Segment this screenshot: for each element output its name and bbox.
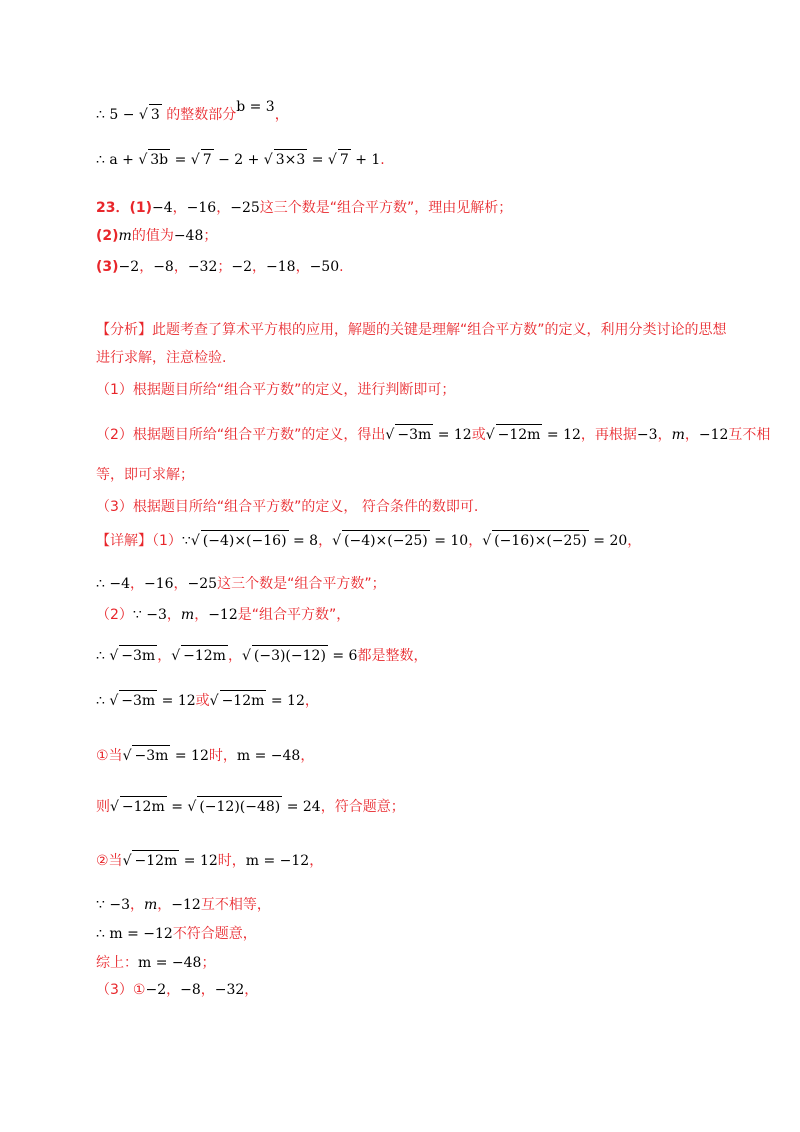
detail-line-6: ①当√ −3m = 12时，m = −48， — [96, 745, 314, 766]
analysis-line-4: （2）根据题目所给“组合平方数”的定义，得出√ −3m = 12或√ −12m = 12，再根据−3，m，−12互不相 — [96, 424, 770, 445]
detail-line-3: （2）∵ −3，m，−12是“组合平方数”， — [96, 607, 351, 623]
analysis-line-1: 【分析】此题考查了算术平方根的应用，解题的关键是理解“组合平方数”的定义，利用分类讨论的思想 — [96, 322, 727, 338]
detail-line-5: ∴ √ −3m = 12或√ −12m = 12， — [96, 690, 319, 711]
analysis-line-2: 进行求解，注意检验. — [96, 350, 227, 366]
detail-line-7: 则√ −12m = √ (−12)(−48) = 24，符合题意； — [96, 796, 405, 817]
detail-line-4: ∴ √ −3m ，√ −12m ，√ (−3)(−12) = 6都是整数， — [96, 645, 427, 666]
detail-line-1: 【详解】（1）∵√ (−4)×(−16) = 8，√ (−4)×(−25) = 10，√ (−16)×(−25) = 20， — [96, 530, 641, 551]
line-2: ∴ a + √ 3b = √ 7 − 2 + √ 3×3 = √ 7 + 1. — [96, 149, 385, 170]
analysis-line-3: （1）根据题目所给“组合平方数”的定义，进行判断即可； — [96, 382, 456, 398]
detail-line-2: ∴ −4，−16，−25这三个数是“组合平方数”； — [96, 576, 386, 592]
line-answer-1: 23．(1)−4，−16，−25这三个数是“组合平方数”，理由见解析； — [96, 200, 513, 216]
analysis-line-6: （3）根据题目所给“组合平方数”的定义， 符合条件的数即可. — [96, 499, 479, 515]
line-answer-2: (2)m的值为−48； — [96, 228, 218, 244]
detail-line-8: ②当√ −12m = 12时，m = −12， — [96, 850, 323, 871]
line-answer-3: (3)−2，−8，−32；−2，−18，−50. — [96, 259, 344, 275]
detail-line-11: 综上：m = −48； — [96, 955, 216, 971]
line-1: ∴ 5 − √ 3 的整数部分b = 3， — [96, 99, 289, 123]
detail-line-12: （3）①−2，−8，−32， — [96, 982, 259, 998]
detail-line-9: ∵ −3，m，−12互不相等， — [96, 897, 271, 913]
analysis-line-5: 等，即可求解； — [96, 467, 194, 483]
detail-line-10: ∴ m = −12不符合题意， — [96, 926, 257, 942]
